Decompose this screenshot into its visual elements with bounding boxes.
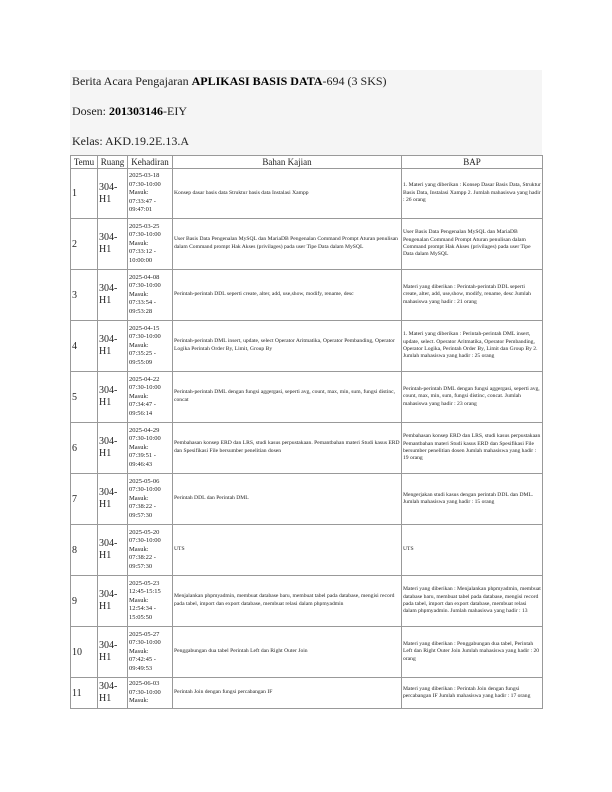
kehadiran-date: 2025-04-15 — [129, 324, 160, 332]
kehadiran-date: 2025-03-18 — [129, 172, 160, 180]
temu-cell: 11 — [71, 678, 98, 709]
ruang-cell: 304-H1 — [98, 270, 128, 321]
ruang-cell: 304-H1 — [98, 525, 128, 576]
kehadiran-time: 07:30-10:00 — [129, 688, 161, 696]
kelas-value: AKD.19.2E.13.A — [105, 134, 189, 148]
kehadiran-cell — [128, 576, 173, 627]
kehadiran-cell — [128, 423, 173, 474]
bahan-kajian-cell: Perintah Join dengan fungsi percabangan IF — [173, 678, 402, 709]
kehadiran-masuk-label: Masuk: — [129, 290, 149, 298]
table-row — [71, 627, 543, 678]
kehadiran-cell — [128, 270, 173, 321]
table-row — [71, 219, 543, 270]
ruang-cell: 304-H1 — [98, 321, 128, 372]
kehadiran-time: 07:30-10:00 — [129, 180, 161, 188]
kehadiran-cell — [128, 525, 173, 576]
bahan-kajian-cell: Perintah-perintah DDL seperti create, alter, add, use,show, modify, rename, desc — [173, 270, 402, 321]
kehadiran-masuk: 12:54:34 - — [129, 605, 156, 613]
kehadiran-cell — [128, 678, 173, 709]
kehadiran-date: 2025-05-27 — [129, 630, 160, 638]
kelas-line — [70, 126, 542, 156]
temu-cell: 1 — [71, 169, 98, 219]
table-row — [71, 525, 543, 576]
kehadiran-masuk: 07:33:54 - — [129, 299, 156, 307]
ruang-cell: 304-H1 — [98, 372, 128, 423]
kehadiran-keluar: 09:49:53 — [129, 664, 153, 672]
kehadiran-time: 07:30-10:00 — [129, 384, 161, 392]
kehadiran-keluar: 09:56:14 — [129, 409, 153, 417]
col-header-bap: BAP — [402, 156, 543, 169]
kehadiran-masuk: 07:34:47 - — [129, 401, 156, 409]
kehadiran-time: 07:30-10:00 — [129, 537, 161, 545]
table-row — [71, 372, 543, 423]
bap-cell: Materi yang diberikan : Perintah-perintah DDL seperti create, alter, add, use,show, modify, rename, desc Jumlah mahasiswa yang hadir : 21 orang — [402, 270, 543, 321]
kehadiran-masuk-label: Masuk: — [129, 647, 149, 655]
kehadiran-keluar: 15:05:50 — [129, 613, 153, 621]
temu-cell: 3 — [71, 270, 98, 321]
kehadiran-date: 2025-05-20 — [129, 528, 160, 536]
bap-cell: Pembahasan konsep ERD dan LRS, studi kasus perpustakaan Pemantbahan materi Studi kasus ERD dan Spesifikasi File bersumber penelitian dosen Jumlah mahasiswa yang hadir : 19 orang — [402, 423, 543, 474]
kehadiran-keluar: 09:57:30 — [129, 511, 153, 519]
ruang-cell: 304-H1 — [98, 678, 128, 709]
course-name: APLIKASI BASIS DATA — [191, 74, 323, 88]
bahan-kajian-cell: User Basis Data Pengenalan MySQL dan MariaDB Pengenalan Command Prompt Aturan penulisan dalam Command prompt Hak Akses (privilages) pada user Tipe Data dalam MySQL — [173, 219, 402, 270]
bahan-kajian-cell: Perintah-perintah DML dengan fungsi aggergasi, seperti avg, count, max, min, sum, fungsi distinc, concat — [173, 372, 402, 423]
kehadiran-cell — [128, 474, 173, 525]
kehadiran-time: 07:30-10:00 — [129, 639, 161, 647]
kehadiran-masuk-label: Masuk: — [129, 443, 149, 451]
kehadiran-time: 07:30-10:00 — [129, 333, 161, 341]
kehadiran-date: 2025-06-03 — [129, 680, 160, 688]
dosen-suffix: -EIY — [163, 104, 187, 118]
document-header — [70, 70, 542, 156]
bahan-kajian-cell: Menjalankan phpmyadmin, membuat database baru, membuat tabel pada database, mengisi record pada tabel, import dan export database, membuat relasi dalam phpmyadmin — [173, 576, 402, 627]
bahan-kajian-cell: Konsep dasar basis data Struktur basis data Instalasi Xampp — [173, 169, 402, 219]
kehadiran-cell — [128, 321, 173, 372]
bap-cell: 1. Materi yang diberikan : Konsep Dasar Basis Data, Struktur Basis Data, Instalasi Xampp 2. Jumlah mahasiswa yang hadir : 26 orang — [402, 169, 543, 219]
bap-cell: Materi yang diberikan : Penggabungan dua tabel, Perintah Left dan Right Outer Join Jumlah mahasiswa yang hadir : 20 orang — [402, 627, 543, 678]
bap-cell: Perintah-perintah DML dengan fungsi aggergasi, seperti avg, count, max, min, sum, fungsi distinc, concat. Jumlah mahasiswa yang hadir : 23 orang — [402, 372, 543, 423]
kehadiran-keluar: 10:00:00 — [129, 256, 153, 264]
kehadiran-masuk-label: Masuk: — [129, 239, 149, 247]
kehadiran-time: 07:30-10:00 — [129, 231, 161, 239]
kehadiran-date: 2025-04-22 — [129, 375, 160, 383]
bahan-kajian-cell: Pembahasan konsep ERD dan LRS, studi kasus perpustakaan. Pemantbahan materi Studi kasus ERD dan Spesifikasi File bersumber penelitian dosen — [173, 423, 402, 474]
col-header-bahan-kajian: Bahan Kajian — [173, 156, 402, 169]
kehadiran-masuk: 07:33:12 - — [129, 248, 156, 256]
table-row — [71, 423, 543, 474]
kelas-label: Kelas: — [72, 134, 105, 148]
dosen-id: 201303146 — [109, 104, 163, 118]
bahan-kajian-cell: Perintah DDL dan Perintah DML — [173, 474, 402, 525]
kehadiran-masuk: 07:39:51 - — [129, 452, 156, 460]
temu-cell: 10 — [71, 627, 98, 678]
dosen-line — [70, 96, 542, 126]
bap-cell: Materi yang diberikan : Perintah Join dengan fungsi percabangan IF Jumlah mahasiswa yang hadir : 17 orang — [402, 678, 543, 709]
ruang-cell: 304-H1 — [98, 169, 128, 219]
table-header-row — [71, 156, 543, 169]
course-suffix: -694 (3 SKS) — [322, 74, 387, 88]
kehadiran-time: 12:45-15:15 — [129, 588, 161, 596]
kehadiran-time: 07:30-10:00 — [129, 435, 161, 443]
table-row — [71, 678, 543, 709]
kehadiran-masuk: 07:35:25 - — [129, 350, 156, 358]
kehadiran-masuk-label: Masuk: — [129, 545, 149, 553]
kehadiran-cell — [128, 372, 173, 423]
temu-cell: 5 — [71, 372, 98, 423]
kehadiran-keluar: 09:53:28 — [129, 307, 153, 315]
table-row — [71, 576, 543, 627]
kehadiran-masuk: 07:38:22 - — [129, 554, 156, 562]
table-row — [71, 474, 543, 525]
page-title — [70, 70, 542, 96]
temu-cell: 2 — [71, 219, 98, 270]
kehadiran-keluar: 09:57:30 — [129, 562, 153, 570]
kehadiran-date: 2025-03-25 — [129, 222, 160, 230]
kehadiran-date: 2025-04-08 — [129, 273, 160, 281]
kehadiran-masuk: 07:33:47 - — [129, 197, 156, 205]
kehadiran-date: 2025-04-29 — [129, 426, 160, 434]
title-prefix: Berita Acara Pengajaran — [72, 74, 192, 88]
ruang-cell: 304-H1 — [98, 423, 128, 474]
kehadiran-masuk-label: Masuk: — [129, 596, 149, 604]
kehadiran-masuk-label: Masuk: — [129, 697, 149, 705]
kehadiran-keluar: 09:46:43 — [129, 460, 153, 468]
table-row — [71, 321, 543, 372]
bahan-kajian-cell: UTS — [173, 525, 402, 576]
ruang-cell: 304-H1 — [98, 576, 128, 627]
temu-cell: 8 — [71, 525, 98, 576]
kehadiran-masuk: 07:42:45 - — [129, 656, 156, 664]
kehadiran-masuk: 07:38:22 - — [129, 503, 156, 511]
bap-cell: Mengerjakan studi kasus dengan perintah DDL dan DML. Jumlah mahasiswa yang hadir : 15 orang — [402, 474, 543, 525]
bahan-kajian-cell: Penggabungan dua tabel Perintah Left dan Right Outer Join — [173, 627, 402, 678]
col-header-ruang: Ruang — [98, 156, 128, 169]
ruang-cell: 304-H1 — [98, 474, 128, 525]
dosen-label: Dosen: — [72, 104, 109, 118]
ruang-cell: 304-H1 — [98, 219, 128, 270]
kehadiran-masuk-label: Masuk: — [129, 341, 149, 349]
kehadiran-keluar: 09:55:09 — [129, 358, 153, 366]
bap-table — [70, 155, 543, 709]
kehadiran-masuk-label: Masuk: — [129, 494, 149, 502]
kehadiran-keluar: 09:47:01 — [129, 206, 153, 214]
bap-cell: User Basis Data Pengenalan MySQL dan MariaDB Pengenalan Command Prompt Aturan penulisan dalam Command prompt Hak Akses (privilages) pada user Tipe Data dalam MySQL — [402, 219, 543, 270]
bap-cell: Materi yang diberikan : Menjalankan phpmyadmin, membuat database baru, membuat tabel pada database, mengisi record pada tabel, import dan export database, membuat relasi dalam phpmyadmin. Jumlah mahasiswa yang hadir : 13 — [402, 576, 543, 627]
bap-cell: 1. Materi yang diberikan : Perintah-perintah DML insert, update, select. Operator Aritmatika, Operator Pembanding, Operator Logika, Perintah Order By, Limit dan Group By 2. Jumlah mahasiswa yang hadir : 25 orang — [402, 321, 543, 372]
kehadiran-cell — [128, 219, 173, 270]
temu-cell: 9 — [71, 576, 98, 627]
table-row — [71, 169, 543, 219]
kehadiran-masuk-label: Masuk: — [129, 189, 149, 197]
temu-cell: 6 — [71, 423, 98, 474]
temu-cell: 4 — [71, 321, 98, 372]
kehadiran-time: 07:30-10:00 — [129, 486, 161, 494]
kehadiran-cell — [128, 627, 173, 678]
kehadiran-time: 07:30-10:00 — [129, 282, 161, 290]
col-header-kehadiran: Kehadiran — [128, 156, 173, 169]
bap-cell: UTS — [402, 525, 543, 576]
col-header-temu: Temu — [71, 156, 98, 169]
kehadiran-masuk-label: Masuk: — [129, 392, 149, 400]
ruang-cell: 304-H1 — [98, 627, 128, 678]
kehadiran-cell — [128, 169, 173, 219]
table-row — [71, 270, 543, 321]
kehadiran-date: 2025-05-23 — [129, 579, 160, 587]
bahan-kajian-cell: Perintah-perintah DML insert, update, select Operator Aritmatika, Operator Pembanding, Operator Logika Perintah Order By, Limit, Group By — [173, 321, 402, 372]
temu-cell: 7 — [71, 474, 98, 525]
kehadiran-date: 2025-05-06 — [129, 477, 160, 485]
